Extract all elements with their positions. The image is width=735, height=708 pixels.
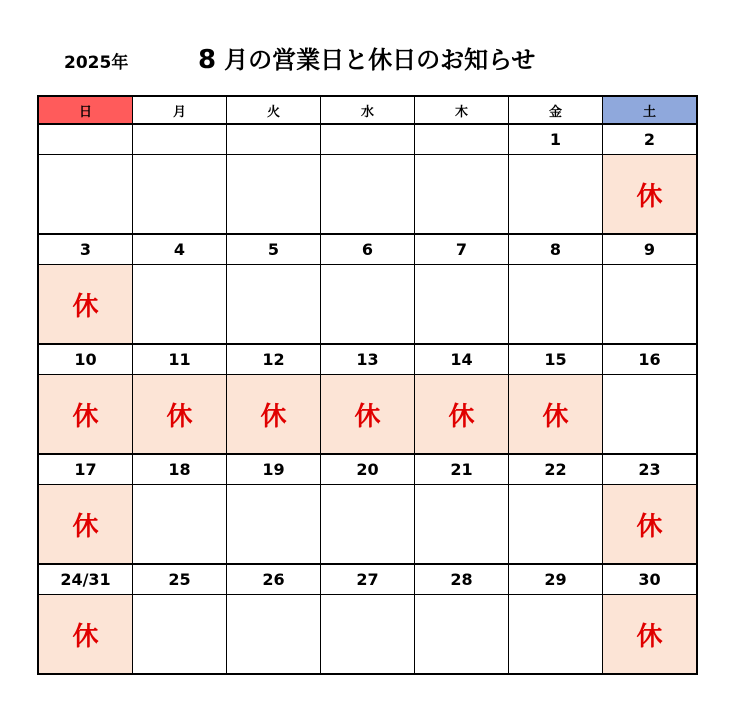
closed-day-cell: 休 (415, 375, 509, 455)
weekday-header-tue: 火 (227, 96, 321, 124)
date-cell: 27 (321, 564, 415, 595)
date-cell (321, 124, 415, 155)
open-day-cell (321, 265, 415, 345)
date-cell: 10 (38, 344, 133, 375)
date-cell: 15 (509, 344, 603, 375)
open-day-cell (321, 595, 415, 675)
date-cell: 8 (509, 234, 603, 265)
closed-day-cell: 休 (603, 595, 698, 675)
date-cell: 4 (133, 234, 227, 265)
open-day-cell (509, 155, 603, 235)
date-cell: 1 (509, 124, 603, 155)
open-day-cell (415, 485, 509, 565)
open-day-cell (133, 485, 227, 565)
open-day-cell (603, 265, 698, 345)
month-number: 8 (198, 45, 217, 75)
date-cell (415, 124, 509, 155)
open-day-cell (133, 595, 227, 675)
open-day-cell (415, 155, 509, 235)
week-status-row (38, 485, 697, 565)
closed-day-cell: 休 (38, 375, 133, 455)
weekday-header-row (38, 96, 697, 124)
closed-day-cell: 休 (227, 375, 321, 455)
year-label: 2025年 (64, 53, 129, 73)
date-cell: 25 (133, 564, 227, 595)
weekday-header-sat: 土 (603, 96, 698, 124)
closed-day-cell: 休 (38, 595, 133, 675)
week-status-row (38, 155, 697, 235)
date-cell: 22 (509, 454, 603, 485)
open-day-cell (227, 595, 321, 675)
date-cell: 13 (321, 344, 415, 375)
date-cell (133, 124, 227, 155)
date-cell: 29 (509, 564, 603, 595)
weekday-header-mon: 月 (133, 96, 227, 124)
date-cell: 18 (133, 454, 227, 485)
open-day-cell (603, 375, 698, 455)
open-day-cell (38, 155, 133, 235)
date-cell: 14 (415, 344, 509, 375)
weekday-header-sun: 日 (38, 96, 133, 124)
date-cell (38, 124, 133, 155)
closed-day-cell: 休 (603, 155, 698, 235)
week-date-row (38, 344, 697, 375)
date-cell: 20 (321, 454, 415, 485)
calendar-table (37, 95, 698, 675)
open-day-cell (227, 485, 321, 565)
date-cell: 12 (227, 344, 321, 375)
date-cell: 16 (603, 344, 698, 375)
date-cell: 17 (38, 454, 133, 485)
open-day-cell (227, 265, 321, 345)
week-date-row (38, 124, 697, 155)
week-status-row (38, 595, 697, 675)
closed-day-cell: 休 (509, 375, 603, 455)
date-cell: 21 (415, 454, 509, 485)
closed-day-cell: 休 (133, 375, 227, 455)
weekday-header-thu: 木 (415, 96, 509, 124)
date-cell: 2 (603, 124, 698, 155)
date-cell: 11 (133, 344, 227, 375)
date-cell: 23 (603, 454, 698, 485)
closed-day-cell: 休 (38, 485, 133, 565)
week-date-row (38, 564, 697, 595)
date-cell: 24/31 (38, 564, 133, 595)
open-day-cell (133, 155, 227, 235)
open-day-cell (133, 265, 227, 345)
open-day-cell (415, 265, 509, 345)
date-cell: 26 (227, 564, 321, 595)
date-cell: 28 (415, 564, 509, 595)
closed-day-cell: 休 (603, 485, 698, 565)
closed-day-cell: 休 (38, 265, 133, 345)
open-day-cell (321, 485, 415, 565)
weekday-header-wed: 水 (321, 96, 415, 124)
page-title (198, 40, 535, 75)
week-status-row (38, 265, 697, 345)
date-cell: 7 (415, 234, 509, 265)
open-day-cell (415, 595, 509, 675)
closed-day-cell: 休 (321, 375, 415, 455)
date-cell (227, 124, 321, 155)
date-cell: 6 (321, 234, 415, 265)
date-cell: 19 (227, 454, 321, 485)
week-date-row (38, 234, 697, 265)
title-text: 月の営業日と休日のお知らせ (224, 46, 536, 74)
date-cell: 3 (38, 234, 133, 265)
date-cell: 9 (603, 234, 698, 265)
week-date-row (38, 454, 697, 485)
week-status-row (38, 375, 697, 455)
open-day-cell (227, 155, 321, 235)
open-day-cell (321, 155, 415, 235)
open-day-cell (509, 595, 603, 675)
open-day-cell (509, 265, 603, 345)
weekday-header-fri: 金 (509, 96, 603, 124)
date-cell: 5 (227, 234, 321, 265)
open-day-cell (509, 485, 603, 565)
date-cell: 30 (603, 564, 698, 595)
